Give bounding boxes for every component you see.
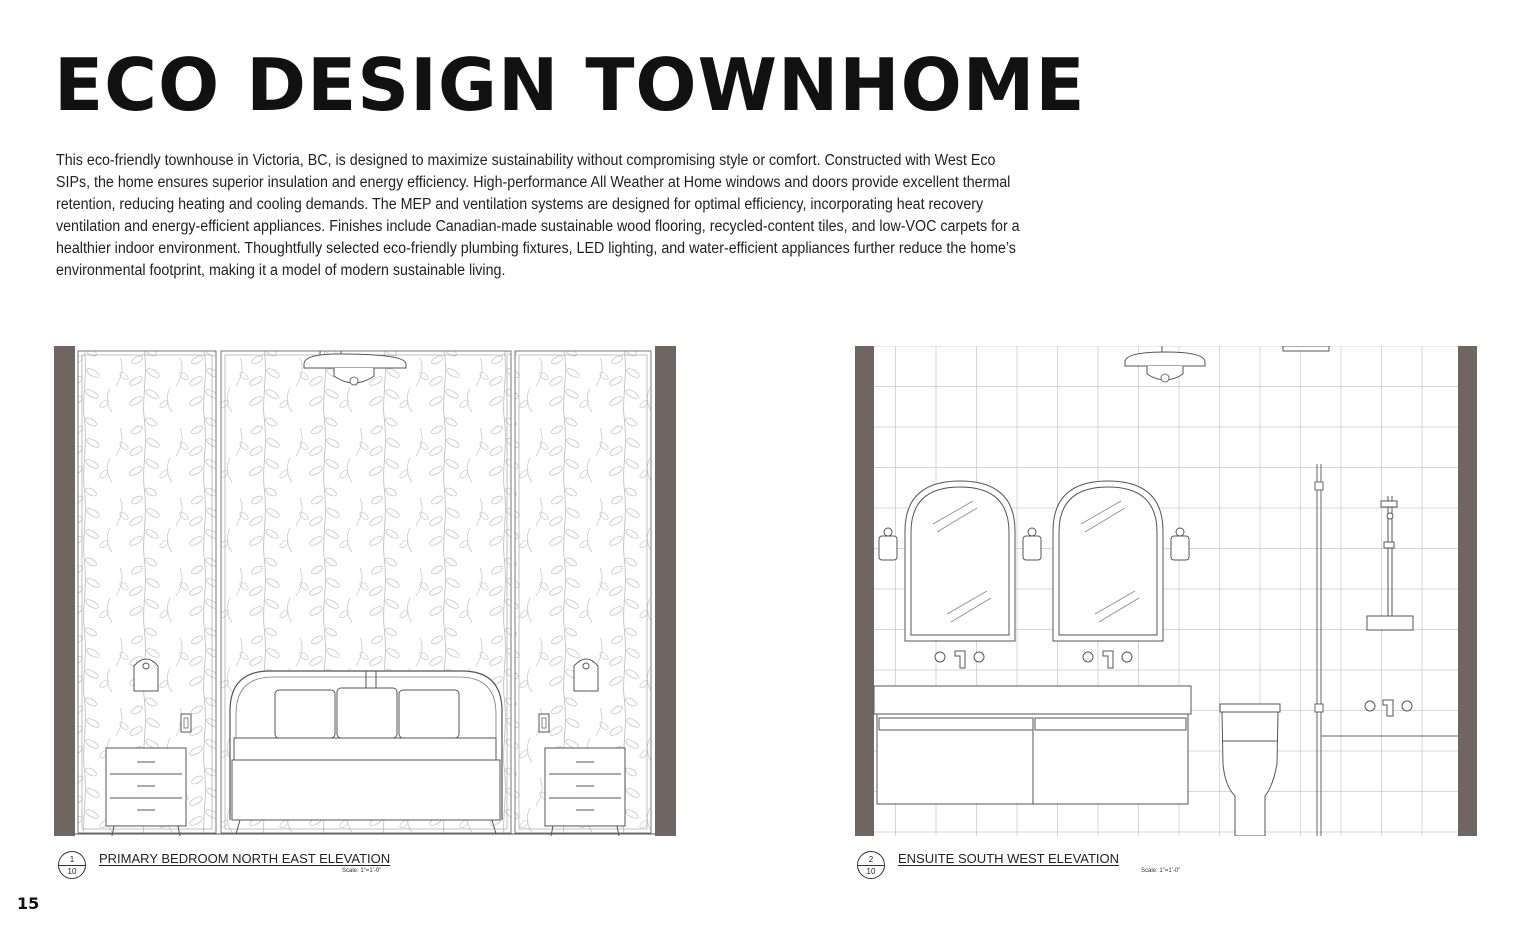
- page-number: 15: [17, 894, 40, 913]
- drawing-title: ENSUITE SOUTH WEST ELEVATION: [898, 851, 1120, 866]
- ensuite-elevation-drawing: [855, 346, 1477, 836]
- intro-paragraph: This eco-friendly townhouse in Victoria, BC, is designed to maximize sustainability without compromising style or comfort. Constructed with West Eco SIPs, the home ensures superior insulation and energy efficiency. High-performance All Weather at Home windows and doors provide excellent thermal retention, reducing heating and cooling demands. The MEP and ventilation systems are designed for optimal efficiency, incorporating heat recovery ventilation and energy-efficient appliances. Finishes include Canadian-made sustainable wood flooring, recycled-content tiles, and low-VOC carpets for a healthier indoor environment. Thoughtfully selected eco-friendly plumbing fixtures, LED lighting, and water-efficient appliances further reduce the home’s environmental footprint, making it a model of modern sustainable living.: [56, 152, 1020, 279]
- sheet-number: 10: [866, 867, 876, 876]
- drawing-scale: Scale: 1"=1'-0": [1141, 868, 1181, 874]
- bedroom-elevation-drawing: [54, 346, 676, 836]
- drawing-number: 2: [868, 855, 874, 864]
- drawing-caption-2: [857, 851, 1187, 881]
- drawing-caption-1: [58, 851, 391, 881]
- page-title: ECO DESIGN TOWNHOME: [54, 43, 1086, 127]
- drawing-number: 1: [69, 855, 75, 864]
- sheet-number: 10: [67, 867, 77, 876]
- drawing-reference-bubble: [58, 851, 86, 879]
- drawing-scale: Scale: 1"=1'-0": [342, 868, 382, 874]
- drawing-reference-bubble: [857, 851, 885, 879]
- drawing-title: PRIMARY BEDROOM NORTH EAST ELEVATION: [99, 851, 391, 866]
